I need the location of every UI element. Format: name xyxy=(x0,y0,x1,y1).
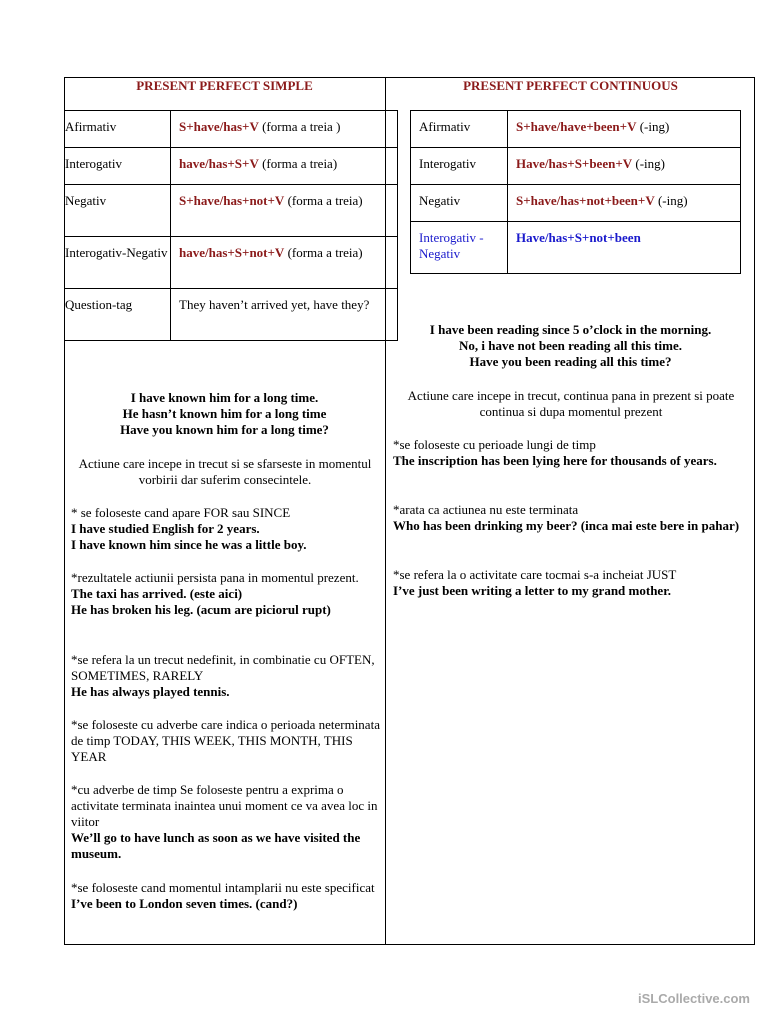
simple-note: * se foloseste cand apare FOR sau SINCE I have studied English for 2 years. I have known him since he was a little boy. xyxy=(71,505,307,552)
row-label: Interogativ-Negativ xyxy=(65,237,171,289)
site-watermark: iSLCollective.com xyxy=(638,991,750,1006)
table-row xyxy=(65,237,398,289)
continuous-note: *arata ca actiunea nu este terminata Who has been drinking my beer? (inca mai este bere in pahar) xyxy=(393,502,740,533)
table-row xyxy=(411,111,741,148)
row-formula: Have/has+S+been+V (-ing) xyxy=(508,148,741,185)
row-formula: Have/has+S+not+been xyxy=(508,222,741,274)
row-formula: have/has+S+not+V (forma a treia) xyxy=(171,237,398,289)
simple-note: *se foloseste cand momentul intamplarii nu este specificat I’ve been to London seven times. (cand?) xyxy=(71,880,375,911)
table-row xyxy=(411,222,741,274)
row-formula: have/has+S+V (forma a treia) xyxy=(171,148,398,185)
table-row xyxy=(65,289,398,341)
continuous-note: *se foloseste cu perioade lungi de timp The inscription has been lying here for thousands of years. xyxy=(393,437,717,468)
table-row xyxy=(65,185,398,237)
row-label: Negativ xyxy=(65,185,171,237)
row-label: Afirmativ xyxy=(411,111,508,148)
row-formula: S+have/have+been+V (-ing) xyxy=(508,111,741,148)
continuous-example-sentences: I have been reading since 5 o’clock in the morning. No, i have not been reading all this time. Have you been reading all this time? xyxy=(429,322,712,369)
simple-note: *rezultatele actiunii persista pana in momentul prezent. The taxi has arrived. (este aici) He has broken his leg. (acum are piciorul rupt) xyxy=(71,570,359,617)
row-label: Question-tag xyxy=(65,289,171,341)
row-label: Afirmativ xyxy=(65,111,171,148)
left-title: PRESENT PERFECT SIMPLE xyxy=(136,78,313,93)
table-row xyxy=(411,148,741,185)
table-row xyxy=(65,111,398,148)
row-formula: S+have/has+V (forma a treia ) xyxy=(171,111,398,148)
simple-note: *se foloseste cu adverbe care indica o perioada neterminata de timp TODAY, THIS WEEK, THIS MONTH, THIS YEAR xyxy=(71,717,380,764)
simple-definition: Actiune care incepe in trecut si se sfarseste in momentul vorbirii dar suferim consecintele. xyxy=(78,456,372,487)
row-formula: They haven’t arrived yet, have they? xyxy=(171,289,398,341)
row-formula: S+have/has+not+V (forma a treia) xyxy=(171,185,398,237)
right-title: PRESENT PERFECT CONTINUOUS xyxy=(463,78,678,93)
simple-note: *se refera la un trecut nedefinit, in combinatie cu OFTEN, SOMETIMES, RARELY He has always played tennis. xyxy=(71,652,375,699)
simple-formula-table xyxy=(64,110,398,341)
table-row xyxy=(411,185,741,222)
row-label: Interogativ -Negativ xyxy=(411,222,508,274)
simple-example-sentences: I have known him for a long time. He hasn’t known him for a long time Have you known him for a long time? xyxy=(120,390,329,437)
row-label: Interogativ xyxy=(65,148,171,185)
row-formula: S+have/has+not+been+V (-ing) xyxy=(508,185,741,222)
continuous-formula-table xyxy=(410,110,741,274)
continuous-note: *se refera la o activitate care tocmai s-a incheiat JUST I’ve just been writing a letter to my grand mother. xyxy=(393,567,677,598)
table-row xyxy=(65,148,398,185)
continuous-definition: Actiune care incepe in trecut, continua pana in prezent si poate continua si dupa momentul prezent xyxy=(407,388,735,419)
row-label: Interogativ xyxy=(411,148,508,185)
simple-note: *cu adverbe de timp Se foloseste pentru a exprima o activitate terminata inaintea unui moment ce va avea loc in viitor We’ll go to have lunch as soon as we have visited the museum. xyxy=(71,782,378,861)
row-label: Negativ xyxy=(411,185,508,222)
